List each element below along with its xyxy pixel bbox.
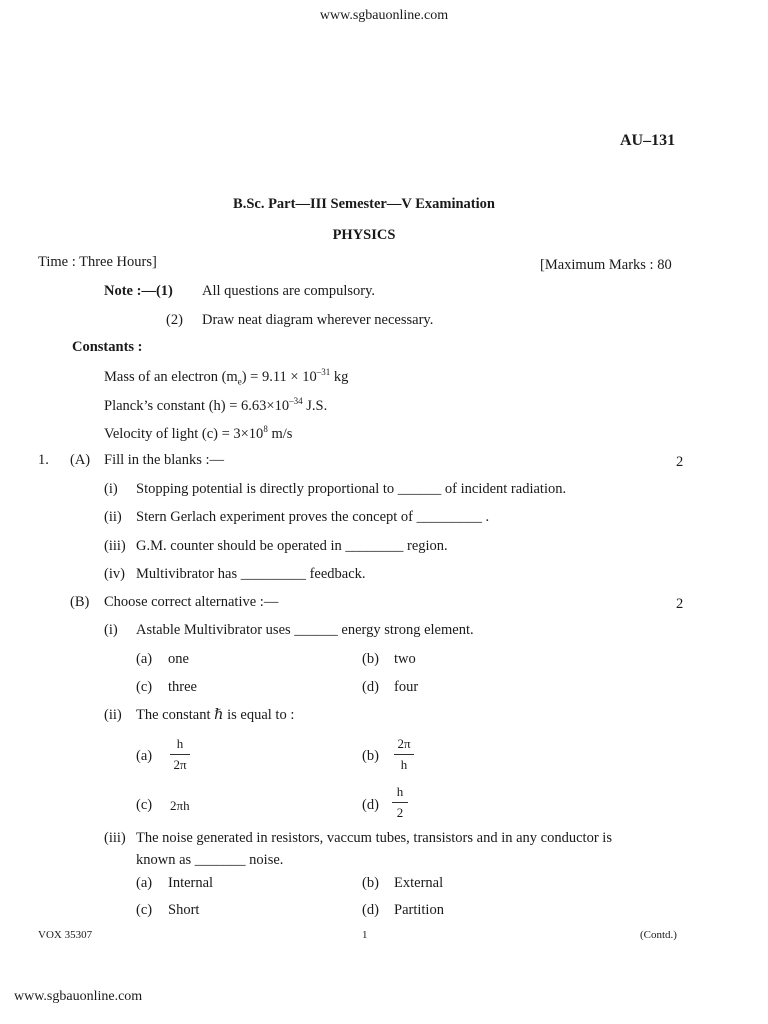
- list-item-number: (iv): [104, 566, 125, 582]
- option-text: three: [168, 679, 197, 695]
- option-text: Short: [168, 902, 200, 918]
- exponent: –31: [316, 367, 331, 377]
- option-label: (d): [362, 679, 379, 695]
- list-item-number: (ii): [104, 707, 122, 723]
- note-1: All questions are compulsory.: [202, 283, 376, 299]
- constant-electron-mass-value: ) = 9.11 × 10: [241, 368, 317, 385]
- option-text: External: [394, 875, 444, 891]
- option-label: (a): [136, 875, 153, 891]
- numerator: 2π: [397, 736, 411, 751]
- mcq-question-line-1: The noise generated in resistors, vaccum tubes, transistors and in any conductor is: [136, 830, 612, 846]
- option-text: Partition: [394, 902, 444, 918]
- option-label: (b): [362, 748, 379, 764]
- mcq-question: [136, 707, 294, 724]
- list-item-number: (i): [104, 481, 118, 497]
- question-text: The constant: [136, 707, 215, 723]
- unit: kg: [330, 368, 349, 385]
- fraction-bar: [170, 754, 190, 755]
- option-text: 2πh: [170, 798, 190, 813]
- fraction-bar: [394, 754, 414, 755]
- numerator: h: [396, 784, 404, 799]
- exam-title: B.Sc. Part—III Semester—V Examination: [233, 196, 495, 212]
- note-2-number: (2): [166, 312, 183, 328]
- section-a-marks: 2: [676, 454, 684, 470]
- option-text: two: [394, 651, 416, 667]
- option-label: (a): [136, 748, 153, 764]
- max-marks-label: [Maximum Marks : 80: [540, 257, 672, 273]
- footer-code: VOX 35307: [38, 929, 93, 941]
- option-label: (d): [362, 797, 379, 813]
- note-label: Note :—(1): [104, 283, 173, 299]
- option-label: (c): [136, 679, 153, 695]
- denominator: h: [400, 757, 408, 772]
- constant-planck-text: Planck’s constant (h) = 6.63×10: [104, 397, 290, 414]
- option-text: one: [168, 651, 189, 667]
- header-url: www.sgbauonline.com: [319, 8, 449, 23]
- option-label: (c): [136, 902, 153, 918]
- section-b-instruction: Choose correct alternative :—: [104, 594, 279, 610]
- constant-planck: [104, 396, 327, 415]
- list-item-number: (iii): [104, 830, 126, 846]
- mcq-question-line-2: known as _______ noise.: [136, 852, 284, 868]
- exponent: 8: [263, 424, 268, 434]
- paper-code: AU–131: [620, 132, 676, 149]
- note-2: Draw neat diagram wherever necessary.: [202, 312, 434, 328]
- fill-blank-item: Multivibrator has _________ feedback.: [136, 566, 366, 582]
- exponent: –34: [289, 396, 303, 406]
- fraction-bar: [392, 802, 408, 803]
- option-label: (b): [362, 651, 379, 667]
- constants-label: Constants :: [72, 339, 143, 355]
- question-text: is equal to :: [223, 707, 295, 723]
- option-text: four: [394, 679, 419, 695]
- constant-electron-mass-text: Mass of an electron (m: [104, 368, 238, 385]
- option-label: (a): [136, 651, 153, 667]
- numerator: h: [176, 736, 184, 751]
- fraction-h-over-2: [392, 784, 408, 821]
- continued-label: (Contd.): [640, 929, 677, 941]
- page-number: 1: [362, 929, 368, 941]
- denominator: 2: [396, 805, 404, 820]
- section-b-marks: 2: [676, 596, 684, 612]
- list-item-number: (i): [104, 622, 118, 638]
- time-label: Time : Three Hours]: [38, 254, 157, 270]
- option-text: Internal: [168, 875, 214, 891]
- fraction-h-over-2pi: [170, 736, 190, 773]
- constant-light-text: Velocity of light (c) = 3×10: [104, 425, 264, 442]
- section-a-label: (A): [70, 452, 91, 468]
- fill-blank-item: Stern Gerlach experiment proves the concept of _________ .: [136, 509, 490, 525]
- footer-url: www.sgbauonline.com: [14, 989, 143, 1004]
- subscript-e: e: [237, 376, 242, 387]
- option-label: (c): [136, 797, 153, 813]
- unit: m/s: [267, 425, 293, 442]
- constant-electron-mass: [104, 367, 348, 387]
- section-b-label: (B): [70, 594, 90, 610]
- unit: J.S.: [302, 397, 328, 414]
- fill-blank-item: G.M. counter should be operated in ________ region.: [136, 538, 448, 554]
- fraction-2pi-over-h: [394, 736, 414, 773]
- hbar-symbol: ℏ: [214, 707, 224, 723]
- section-a-instruction: Fill in the blanks :—: [104, 452, 225, 468]
- list-item-number: (ii): [104, 509, 122, 525]
- mcq-question: Astable Multivibrator uses ______ energy strong element.: [136, 622, 474, 638]
- fill-blank-item: Stopping potential is directly proportional to ______ of incident radiation.: [136, 481, 567, 497]
- constant-light-velocity: [104, 424, 292, 443]
- denominator: 2π: [173, 757, 187, 772]
- question-number: 1.: [38, 452, 49, 468]
- option-label: (b): [362, 875, 379, 891]
- option-label: (d): [362, 902, 379, 918]
- list-item-number: (iii): [104, 538, 126, 554]
- subject-title: PHYSICS: [332, 227, 396, 243]
